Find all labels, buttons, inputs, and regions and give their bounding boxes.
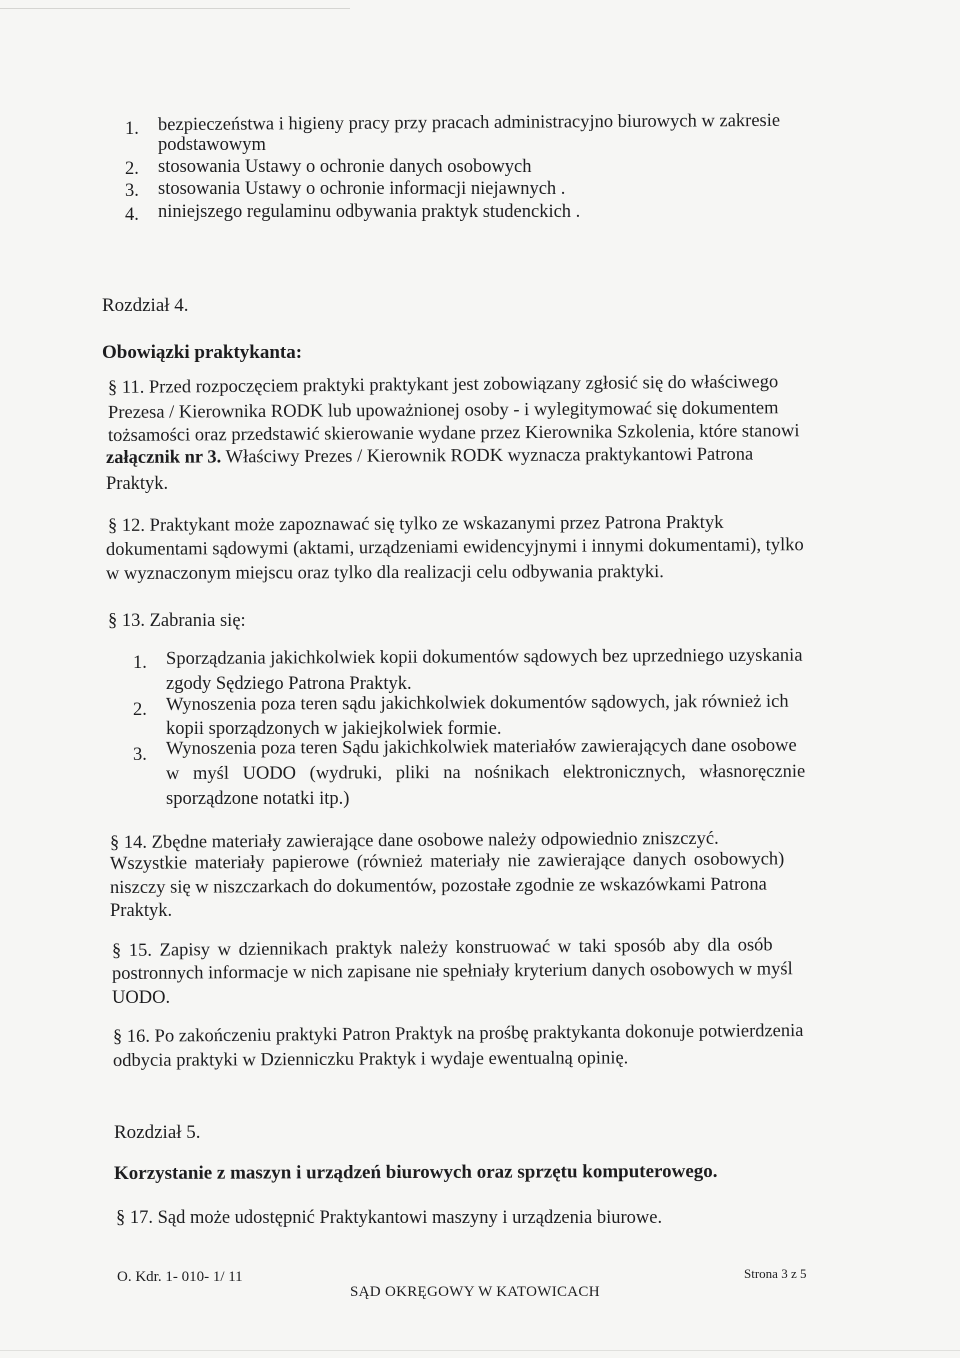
paragraph-line: Praktyk. <box>110 901 173 921</box>
court-name: SĄD OKRĘGOWY W KATOWICACH <box>350 1284 600 1300</box>
chapter-heading: Obowiązki praktykanta: <box>102 342 303 363</box>
list-text: podstawowym <box>158 135 266 155</box>
scan-edge-line <box>0 1350 960 1351</box>
scan-edge-line <box>0 8 350 9</box>
paragraph-line: § 12. Praktykant może zapoznawać się tylko ze wskazanymi przez Patrona Praktyk <box>107 512 724 536</box>
paragraph-line: § 15. Zapisy w dziennikach praktyk należy konstruować w taki sposób aby dla osób <box>111 935 773 961</box>
list-number: 1. <box>133 653 147 673</box>
paragraph-line: § 11. Przed rozpoczęciem praktyki praktykant jest zobowiązany zgłosić się do właściwego <box>107 372 779 398</box>
paragraph-line <box>106 444 753 469</box>
list-number: 4. <box>125 205 139 225</box>
list-text: kopii sporządzonych w jakiejkolwiek formie. <box>166 719 502 739</box>
paragraph-line: postronnych informacje w nich zapisane nie spełniały kryterium danych osobowych w myśl <box>111 959 793 984</box>
list-text: stosowania Ustawy o ochronie informacji niejawnych . <box>158 179 566 199</box>
paragraph-line: dokumentami sądowymi (aktami, urządzeniami ewidencyjnymi i innymi dokumentami), tylko <box>105 535 804 560</box>
list-text: bezpieczeństwa i higieny pracy przy pracach administracyjno biurowych w zakresie <box>157 110 781 136</box>
list-text: Sporządzania jakichkolwiek kopii dokumentów sądowych bez uprzedniego uzyskania <box>165 645 803 669</box>
paragraph-line: niszczy się w niszczarkach do dokumentów, pozostałe zgodnie ze wskazówkami Patrona <box>109 874 767 898</box>
paragraph-line: § 14. Zbędne materiały zawierające dane osobowe należy odpowiednio zniszczyć. <box>109 828 719 853</box>
paragraph-line: tożsamości oraz przedstawić skierowanie wydane przez Kierownika Szkolenia, które stanowi <box>107 421 800 446</box>
chapter-heading: Korzystanie z maszyn i urządzeń biurowych oraz sprzętu komputerowego. <box>113 1160 718 1184</box>
list-text: sporządzone notatki itp.) <box>166 789 350 809</box>
list-text: zgody Sędziego Patrona Praktyk. <box>166 674 412 694</box>
list-text: stosowania Ustawy o ochronie danych osobowych <box>158 157 532 177</box>
attachment-ref: załącznik nr 3. <box>105 447 222 468</box>
paragraph-line: UODO. <box>112 988 171 1008</box>
page-number: Strona 3 z 5 <box>744 1266 807 1281</box>
list-number: 2. <box>125 159 139 179</box>
list-number: 2. <box>133 700 147 720</box>
chapter-label: Rozdział 4. <box>102 295 189 316</box>
list-number: 3. <box>133 745 147 765</box>
paragraph-line: Wszystkie materiały papierowe (również materiały nie zawierające danych osobowych) <box>109 849 785 874</box>
list-text: w myśl UODO (wydruki, pliki na nośnikach elektronicznych, własnoręcznie <box>165 761 806 784</box>
chapter-label: Rozdział 5. <box>114 1122 201 1143</box>
document-code: O. Kdr. 1- 010- 1/ 11 <box>117 1269 243 1285</box>
paragraph-line: Praktyk. <box>106 474 169 494</box>
paragraph-line: w wyznaczonym miejscu oraz tylko dla realizacji celu odbywania praktyki. <box>105 562 664 584</box>
list-text: niniejszego regulaminu odbywania praktyk studenckich . <box>158 202 581 222</box>
section-title: § 13. Zabrania się: <box>108 611 246 631</box>
paragraph-line: Prezesa / Kierownika RODK lub upoważnionej osoby - i wylegitymować się dokumentem <box>107 398 779 423</box>
list-text: Wynoszenia poza teren sądu jakichkolwiek dokumentów sądowych, jak również ich <box>165 691 789 715</box>
paragraph-line: odbycia praktyki w Dzienniczku Praktyk i wydaje ewentualną opinię. <box>112 1048 629 1071</box>
paragraph-line: § 16. Po zakończeniu praktyki Patron Praktyk na prośbę praktykanta dokonuje potwierdzenia <box>112 1020 804 1047</box>
list-text: Wynoszenia poza teren Sądu jakichkolwiek materiałów zawierających dane osobowe <box>165 735 797 759</box>
paragraph-line: § 17. Sąd może udostępnić Praktykantowi maszyny i urządzenia biurowe. <box>116 1208 663 1228</box>
paragraph-text: Właściwy Prezes / Kierownik RODK wyznacza praktykantowi Patrona <box>225 444 754 468</box>
list-number: 1. <box>125 119 139 139</box>
list-number: 3. <box>125 181 139 201</box>
